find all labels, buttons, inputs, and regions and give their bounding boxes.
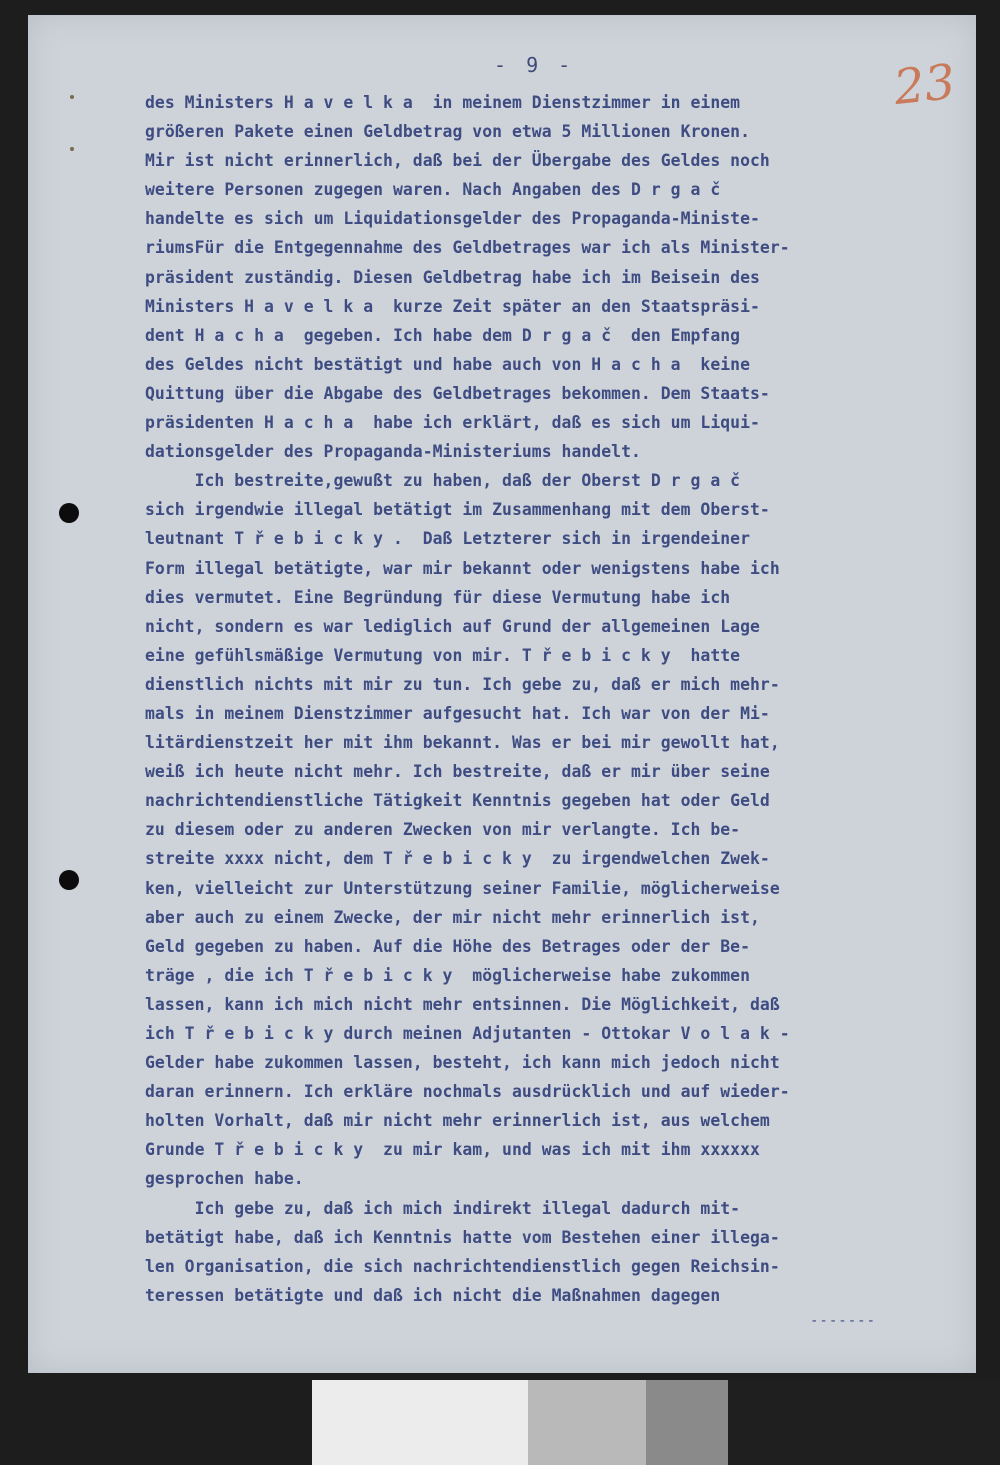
- text-line: Mir ist nicht erinnerlich, daß bei der Übergabe des Geldes noch: [145, 151, 770, 171]
- end-underline: -------: [810, 1313, 877, 1329]
- text-line: zu diesem oder zu anderen Zwecken von mir verlangte. Ich be-: [145, 820, 741, 840]
- text-line: des Ministers H a v e l k a in meinem Dienstzimmer in einem: [145, 93, 741, 112]
- paper-mark: [70, 147, 74, 151]
- text-line: Form illegal betätigte, war mir bekannt oder wenigstens habe ich: [145, 558, 780, 578]
- text-line: dationsgelder des Propaganda-Ministeriums handelt.: [145, 442, 641, 462]
- text-line: lassen, kann ich mich nicht mehr entsinnen. Die Möglichkeit, daß: [145, 994, 780, 1014]
- text-line: Quittung über die Abgabe des Geldbetrages bekommen. Dem Staats-: [145, 383, 770, 403]
- text-line: betätigt habe, daß ich Kenntnis hatte vom Bestehen einer illega-: [145, 1227, 780, 1247]
- text-line: handelte es sich um Liquidationsgelder des Propaganda-Ministe-: [145, 209, 760, 229]
- text-line: sich irgendwie illegal betätigt im Zusammenhang mit dem Oberst-: [145, 500, 770, 520]
- paper-mark: [70, 95, 74, 99]
- handwritten-folio-number: 23: [891, 53, 958, 117]
- text-line: eine gefühlsmäßige Vermutung von mir. T ř e b i c k y hatte: [145, 645, 741, 665]
- text-line: weitere Personen zugegen waren. Nach Angaben des D r g a č: [145, 180, 721, 200]
- calibration-black: [728, 1380, 1000, 1465]
- text-line: dienstlich nichts mit mir zu tun. Ich gebe zu, daß er mich mehr-: [145, 674, 780, 694]
- text-line: Geld gegeben zu haben. Auf die Höhe des Betrages oder der Be-: [145, 936, 750, 956]
- text-line: Ich gebe zu, daß ich mich indirekt illegal dadurch mit-: [145, 1198, 741, 1218]
- text-line: daran erinnern. Ich erkläre nochmals ausdrücklich und auf wieder-: [145, 1082, 790, 1102]
- text-line: präsident zuständig. Diesen Geldbetrag habe ich im Beisein des: [145, 267, 760, 287]
- text-line: gesprochen habe.: [145, 1169, 304, 1189]
- text-line: ich T ř e b i c k y durch meinen Adjutanten - Ottokar V o l a k -: [145, 1024, 790, 1043]
- typewritten-body: [145, 88, 935, 1310]
- text-line: aber auch zu einem Zwecke, der mir nicht mehr erinnerlich ist,: [145, 907, 760, 927]
- text-line: Grunde T ř e b i c k y zu mir kam, und was ich mit ihm xxxxxx: [145, 1140, 760, 1160]
- calibration-strip: [0, 1380, 1000, 1465]
- text-line: weiß ich heute nicht mehr. Ich bestreite, daß er mir über seine: [145, 762, 770, 782]
- text-line: größeren Pakete einen Geldbetrag von etwa 5 Millionen Kronen.: [145, 122, 750, 142]
- text-line: nachrichtendienstliche Tätigkeit Kenntnis gegeben hat oder Geld: [145, 791, 770, 811]
- text-line: streite xxxx nicht, dem T ř e b i c k y zu irgendwelchen Zwek-: [145, 849, 770, 869]
- text-line: präsidenten H a c h a habe ich erklärt, daß es sich um Liqui-: [145, 413, 760, 433]
- text-line: dies vermutet. Eine Begründung für diese Vermutung habe ich: [145, 587, 731, 607]
- text-line: len Organisation, die sich nachrichtendienstlich gegen Reichsin-: [145, 1256, 780, 1276]
- text-line: dent H a c h a gegeben. Ich habe dem D r g a č den Empfang: [145, 325, 741, 345]
- calibration-light-gray: [528, 1380, 646, 1465]
- text-line: leutnant T ř e b i c k y . Daß Letzterer sich in irgendeiner: [145, 529, 750, 549]
- punch-hole: [59, 870, 79, 890]
- text-line: Ich bestreite,gewußt zu haben, daß der Oberst D r g a č: [145, 471, 741, 491]
- text-line: litärdienstzeit her mit ihm bekannt. Was er bei mir gewollt hat,: [145, 733, 780, 753]
- text-line: Ministers H a v e l k a kurze Zeit später an den Staatspräsi-: [145, 296, 760, 316]
- text-line: träge , die ich T ř e b i c k y möglicherweise habe zukommen: [145, 965, 750, 985]
- calibration-gray: [646, 1380, 728, 1465]
- calibration-white: [312, 1380, 528, 1465]
- text-line: ken, vielleicht zur Unterstützung seiner Familie, möglicherweise: [145, 878, 780, 898]
- text-line: Gelder habe zukommen lassen, besteht, ich kann mich jedoch nicht: [145, 1053, 780, 1073]
- text-line: mals in meinem Dienstzimmer aufgesucht hat. Ich war von der Mi-: [145, 703, 770, 723]
- text-line: des Geldes nicht bestätigt und habe auch von H a c h a keine: [145, 354, 750, 374]
- punch-hole: [59, 503, 79, 523]
- text-line: nicht, sondern es war lediglich auf Grund der allgemeinen Lage: [145, 616, 760, 636]
- text-line: teressen betätigte und daß ich nicht die Maßnahmen dagegen: [145, 1285, 721, 1305]
- text-line: riumsFür die Entgegennahme des Geldbetrages war ich als Minister-: [145, 238, 790, 258]
- page-number: - 9 -: [494, 53, 575, 77]
- text-line: holten Vorhalt, daß mir nicht mehr erinnerlich ist, aus welchem: [145, 1111, 770, 1131]
